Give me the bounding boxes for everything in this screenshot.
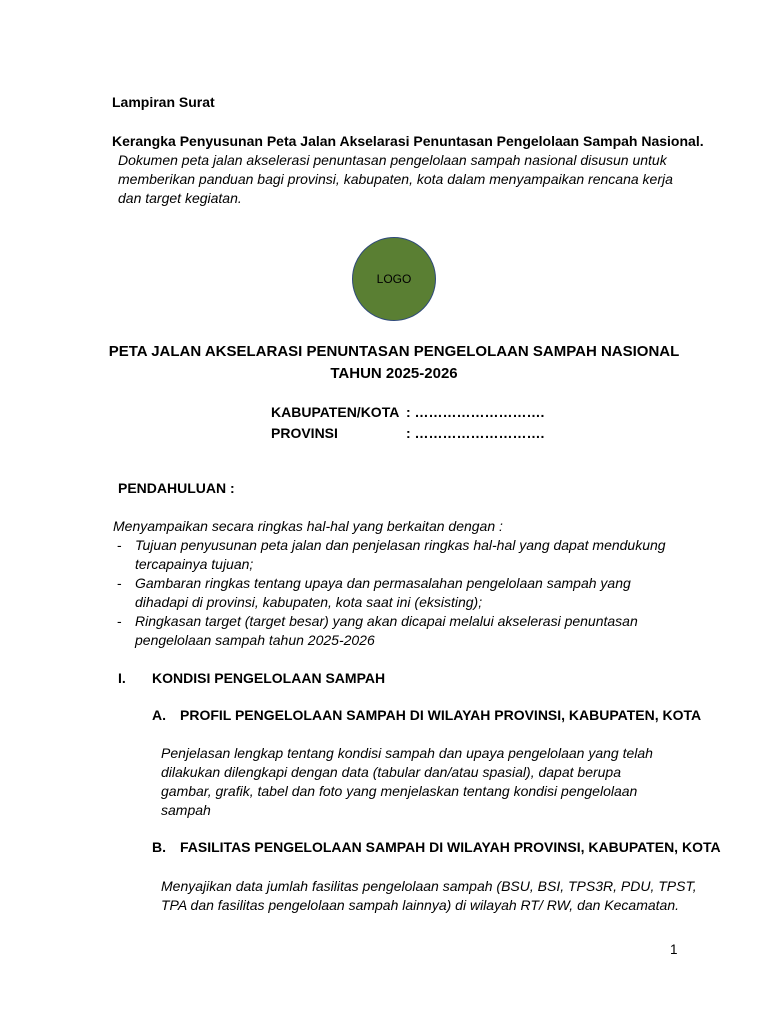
bullet-2-line-1: Gambaran ringkas tentang upaya dan permasalahan pengelolaan sampah yang [135, 575, 631, 591]
subsection-b-title: FASILITAS PENGELOLAAN SAMPAH DI WILAYAH PROVINSI, KABUPATEN, KOTA [180, 839, 721, 855]
bullet-dash: - [117, 613, 122, 629]
attachment-label: Lampiran Surat [112, 94, 215, 110]
subsection-b-letter: B. [152, 839, 166, 855]
bullet-1-line-2: tercapainya tujuan; [135, 556, 254, 572]
field-label-provinsi: PROVINSI [271, 425, 338, 441]
subsection-b-body-line-2: TPA dan fasilitas pengelolaan sampah lainnya) di wilayah RT/ RW, dan Kecamatan. [161, 897, 680, 913]
framework-title: Kerangka Penyusunan Peta Jalan Akselarasi Penuntasan Pengelolaan Sampah Nasional. [112, 133, 704, 149]
bullet-dash: - [117, 575, 122, 591]
bullet-dash: - [117, 537, 122, 553]
field-value-kabupaten: : ………………………. [406, 404, 545, 420]
subsection-a-body-line-1: Penjelasan lengkap tentang kondisi sampah dan upaya pengelolaan yang telah [161, 745, 653, 761]
field-label-kabupaten: KABUPATEN/KOTA [271, 404, 400, 420]
framework-desc-line-2: memberikan panduan bagi provinsi, kabupaten, kota dalam menyampaikan rencana kerja [118, 171, 673, 187]
field-value-provinsi: : ………………………. [406, 425, 545, 441]
subsection-b-body-line-1: Menyajikan data jumlah fasilitas pengelolaan sampah (BSU, BSI, TPS3R, PDU, TPST, [161, 878, 697, 894]
subsection-a-body-line-3: gambar, grafik, tabel dan foto yang menjelaskan tentang kondisi pengelolaan [161, 783, 638, 799]
subsection-a-body-line-4: sampah [161, 802, 211, 818]
bullet-3-line-2: pengelolaan sampah tahun 2025-2026 [135, 632, 375, 648]
bullet-3-line-1: Ringkasan target (target besar) yang akan dicapai melalui akselerasi penuntasan [135, 613, 638, 629]
page-number: 1 [670, 942, 678, 957]
subsection-a-title: PROFIL PENGELOLAAN SAMPAH DI WILAYAH PROVINSI, KABUPATEN, KOTA [180, 707, 702, 723]
bullet-1-line-1: Tujuan penyusunan peta jalan dan penjelasan ringkas hal-hal yang dapat mendukung [135, 537, 666, 553]
intro-heading: PENDAHULUAN : [118, 480, 235, 496]
subsection-a-letter: A. [152, 707, 166, 723]
bullet-2-line-2: dihadapi di provinsi, kabupaten, kota saat ini (eksisting); [135, 594, 483, 610]
section-1-number: I. [118, 670, 126, 686]
logo-placeholder [352, 237, 436, 321]
framework-desc-line-3: dan target kegiatan. [118, 190, 242, 206]
subsection-a-body-line-2: dilakukan dilengkapi dengan data (tabular dan/atau spasial), dapat berupa [161, 764, 622, 780]
logo-label: LOGO [376, 272, 412, 286]
doc-title-line-1: PETA JALAN AKSELARASI PENUNTASAN PENGELOLAAN SAMPAH NASIONAL [108, 343, 680, 360]
section-1-title: KONDISI PENGELOLAAN SAMPAH [152, 670, 386, 686]
framework-desc-line-1: Dokumen peta jalan akselerasi penuntasan pengelolaan sampah nasional disusun untuk [118, 152, 667, 168]
doc-title-line-2: TAHUN 2025-2026 [330, 365, 458, 382]
intro-lead: Menyampaikan secara ringkas hal-hal yang berkaitan dengan : [113, 518, 503, 534]
